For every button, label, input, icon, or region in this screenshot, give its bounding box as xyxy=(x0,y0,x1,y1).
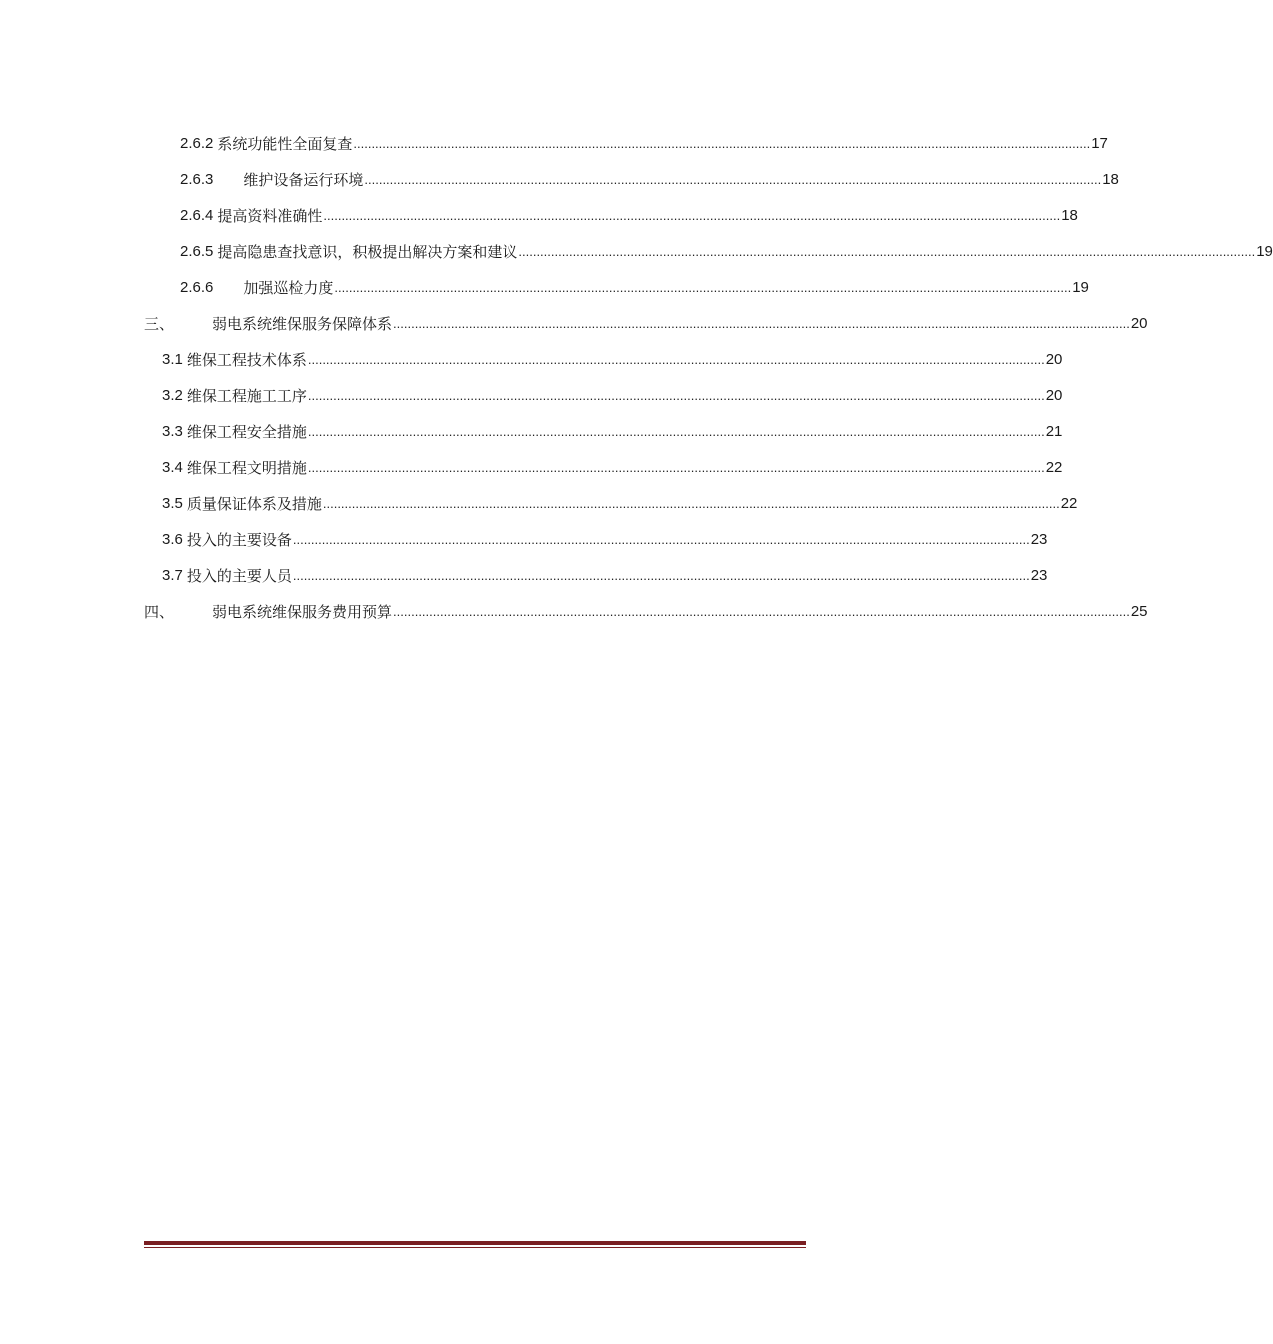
toc-entry-title: 弱电系统维保服务保障体系 xyxy=(212,315,393,333)
toc-entry-title: 维护设备运行环境 xyxy=(243,171,364,189)
toc-entry-title: 维保工程文明措施 xyxy=(186,459,307,477)
toc-entry-title: 加强巡检力度 xyxy=(243,279,334,297)
toc-entry-number: 四、 xyxy=(144,603,175,621)
dot-leader: ............................................................................................................................................................................................................ xyxy=(323,208,1061,223)
toc-entry[interactable] xyxy=(180,226,1273,262)
dot-leader: ............................................................................................................................................................................................................ xyxy=(518,244,1256,259)
toc-entry-title: 投入的主要设备 xyxy=(186,531,292,549)
toc-entry-number: 2.6.6 xyxy=(180,279,214,296)
toc-entry-page: 20 xyxy=(1045,387,1063,404)
dot-leader: ............................................................................................................................................................................................................ xyxy=(307,460,1045,475)
dot-leader: ............................................................................................................................................................................................................ xyxy=(307,352,1045,367)
toc-entry-page: 25 xyxy=(1130,603,1148,620)
toc-entry-page: 18 xyxy=(1102,171,1119,188)
toc-entry-title: 维保工程技术体系 xyxy=(186,351,307,369)
dot-leader: ............................................................................................................................................................................................................ xyxy=(393,604,1130,619)
toc-entry-title: 系统功能性全面复查 xyxy=(217,135,353,153)
dot-leader: ............................................................................................................................................................................................................ xyxy=(292,568,1030,583)
toc-entry-title: 维保工程施工工序 xyxy=(186,387,307,405)
toc-entry-number: 2.6.3 xyxy=(180,171,214,188)
toc-entry-number: 3.2 xyxy=(162,387,183,404)
dot-leader: ............................................................................................................................................................................................................ xyxy=(292,532,1030,547)
toc-entry-page: 21 xyxy=(1045,423,1063,440)
toc-entry-number: 3.1 xyxy=(162,351,183,368)
toc-entry-page: 20 xyxy=(1130,315,1148,332)
dot-leader: ............................................................................................................................................................................................................ xyxy=(307,388,1045,403)
toc-entry-page: 18 xyxy=(1061,207,1078,224)
dot-leader: ............................................................................................................................................................................................................ xyxy=(307,424,1045,439)
toc-entry-page: 19 xyxy=(1072,279,1089,296)
dot-leader: ............................................................................................................................................................................................................ xyxy=(322,496,1060,511)
toc-entry-title: 维保工程安全措施 xyxy=(186,423,307,441)
toc-entry-page: 22 xyxy=(1060,495,1078,512)
toc-entry-page: 20 xyxy=(1045,351,1063,368)
toc-entry-number: 3.3 xyxy=(162,423,183,440)
toc-entry-number: 2.6.2 xyxy=(180,135,214,152)
toc-entry[interactable] xyxy=(162,334,1063,370)
dot-leader: ............................................................................................................................................................................................................ xyxy=(393,316,1130,331)
toc-entry[interactable] xyxy=(162,514,1048,550)
toc-entry-number: 3.5 xyxy=(162,495,183,512)
toc-entry-page: 19 xyxy=(1256,243,1273,260)
toc-entry-title: 投入的主要人员 xyxy=(186,567,292,585)
toc-entry-page: 23 xyxy=(1030,531,1048,548)
dot-leader: ............................................................................................................................................................................................................ xyxy=(334,280,1072,295)
toc-entry-title: 弱电系统维保服务费用预算 xyxy=(212,603,393,621)
toc-entry[interactable] xyxy=(144,586,1148,622)
toc-entry-title: 质量保证体系及措施 xyxy=(186,495,322,513)
toc-entry[interactable] xyxy=(162,478,1078,514)
footer-rule-thick-line xyxy=(144,1241,806,1245)
toc-entry[interactable] xyxy=(180,190,1078,226)
toc-entry-number: 三、 xyxy=(144,315,175,333)
toc-entry-number: 3.6 xyxy=(162,531,183,548)
toc-entry[interactable] xyxy=(162,550,1048,586)
toc-entry-number: 3.7 xyxy=(162,567,183,584)
dot-leader: ............................................................................................................................................................................................................ xyxy=(364,172,1102,187)
toc-entry[interactable] xyxy=(162,370,1063,406)
toc-entry-page: 23 xyxy=(1030,567,1048,584)
toc-entry[interactable] xyxy=(162,442,1063,478)
footer-rule-thin-line xyxy=(144,1247,806,1248)
toc-entry[interactable] xyxy=(162,406,1063,442)
toc-entry-number: 2.6.5 xyxy=(180,243,214,260)
toc-entry[interactable] xyxy=(144,298,1148,334)
toc-entry-number: 3.4 xyxy=(162,459,183,476)
toc-entry[interactable] xyxy=(180,262,1089,298)
toc-entry-number: 2.6.4 xyxy=(180,207,214,224)
toc-entry-page: 17 xyxy=(1091,135,1108,152)
footer-rule xyxy=(144,1241,806,1248)
toc-entry-title: 提高隐患查找意识，积极提出解决方案和建议 xyxy=(217,243,518,261)
dot-leader: ............................................................................................................................................................................................................ xyxy=(353,136,1091,151)
toc-entry[interactable] xyxy=(180,118,1108,154)
toc-entry[interactable] xyxy=(180,154,1119,190)
toc-entry-page: 22 xyxy=(1045,459,1063,476)
toc-entry-title: 提高资料准确性 xyxy=(217,207,323,225)
